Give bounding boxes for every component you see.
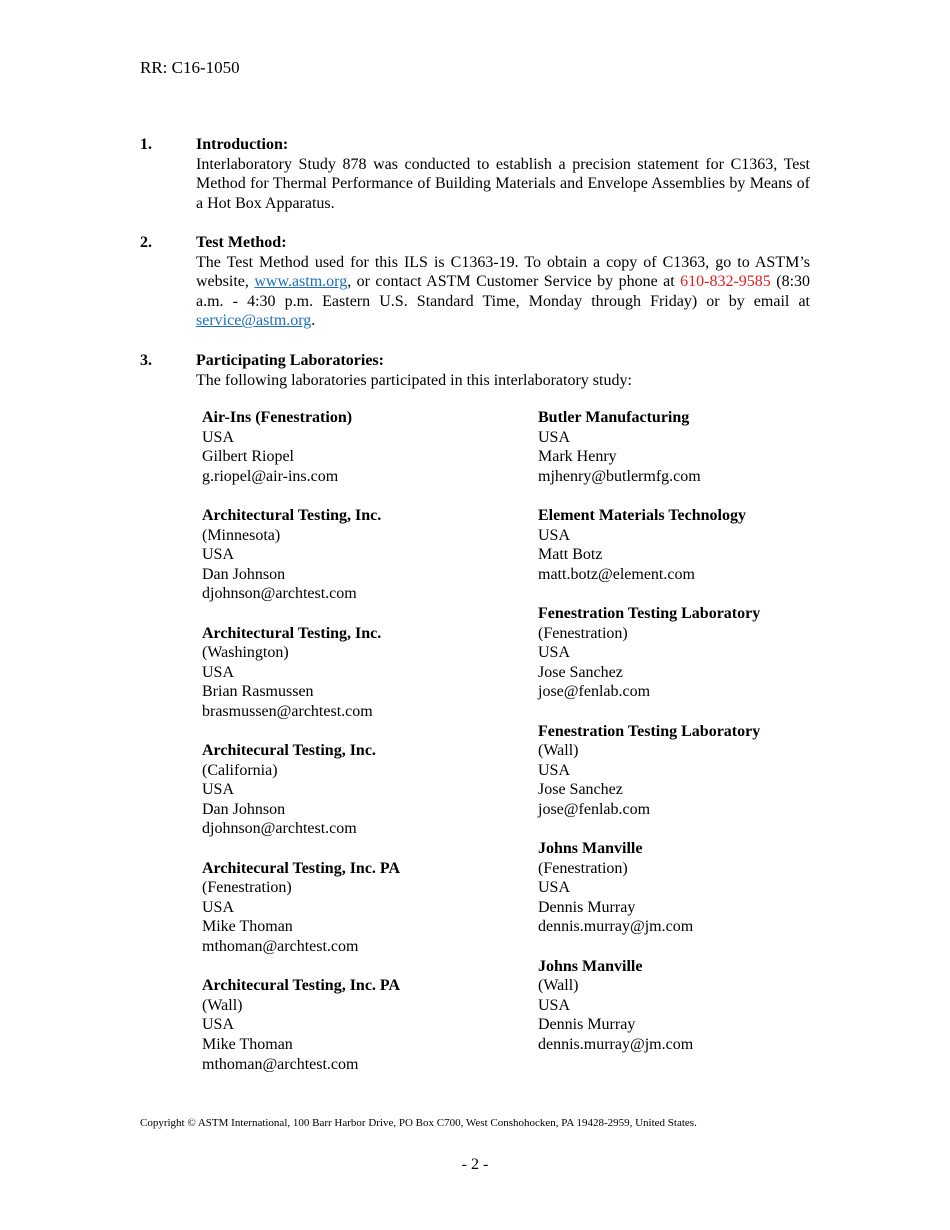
lab-name: Architectural Testing, Inc. [202, 506, 382, 524]
lab-location: (Fenestration) [538, 624, 628, 642]
astm-website-link[interactable]: www.astm.org [254, 273, 348, 291]
copyright-notice: Copyright © ASTM International, 100 Barr Harbor Drive, PO Box C700, West Conshohocken, PA 19428-2959, United States. [140, 1117, 697, 1129]
lab-location: (Minnesota) [202, 526, 281, 544]
section-text: The following laboratories participated in this interlaboratory study: [196, 371, 632, 389]
lab-location: (California) [202, 761, 278, 779]
lab-name: Architecural Testing, Inc. PA [202, 977, 401, 995]
lab-email: dennis.murray@jm.com [538, 1036, 694, 1053]
section-number: 2. [140, 234, 152, 251]
lab-email: jose@fenlab.com [538, 683, 651, 701]
report-reference: RR: C16-1050 [140, 58, 240, 77]
section-text [196, 253, 810, 331]
text-segment: The Test Method used for this ILS is C1363-19. To obtain a copy of C1363, go to ASTM’s website, [196, 253, 810, 291]
lab-entry [202, 859, 502, 957]
lab-country: USA [538, 644, 571, 662]
lab-email: djohnson@archtest.com [202, 820, 357, 838]
lab-name: Architectural Testing, Inc. [202, 624, 382, 642]
lab-country: USA [202, 781, 235, 799]
lab-name: Element Materials Technology [538, 506, 746, 524]
lab-name: Fenestration Testing Laboratory [538, 722, 761, 740]
lab-email: mthoman@archtest.com [202, 1055, 359, 1073]
lab-name: Johns Manville [538, 840, 643, 858]
lab-name: Architecural Testing, Inc. [202, 742, 376, 760]
section-heading: Participating Laboratories: [196, 352, 384, 369]
lab-email: g.riopel@air-ins.com [202, 467, 339, 485]
lab-contact: Mike Thoman [202, 918, 293, 936]
section-heading: Test Method: [196, 234, 287, 251]
lab-contact: Dan Johnson [202, 565, 286, 583]
lab-entry [538, 839, 838, 937]
lab-country: USA [202, 1016, 235, 1034]
lab-contact: Dan Johnson [202, 800, 286, 818]
lab-email: mjhenry@butlermfg.com [538, 467, 701, 485]
lab-name: Air-Ins (Fenestration) [202, 409, 353, 426]
lab-country: USA [538, 761, 571, 779]
phone-number: 610-832-9585 [680, 273, 771, 291]
lab-entry [538, 604, 838, 702]
lab-entry [202, 741, 502, 839]
lab-entry [202, 976, 502, 1074]
lab-contact: Jose Sanchez [538, 663, 623, 681]
lab-location: (Washington) [202, 644, 289, 662]
lab-entry [202, 506, 502, 604]
text-segment: . [311, 312, 316, 330]
lab-location: (Wall) [538, 742, 579, 760]
lab-country: USA [538, 526, 571, 544]
lab-name: Architecural Testing, Inc. PA [202, 859, 401, 877]
lab-contact: Mark Henry [538, 448, 617, 466]
lab-entry [538, 722, 838, 820]
lab-location: (Wall) [202, 996, 243, 1014]
lab-name: Butler Manufacturing [538, 409, 690, 426]
lab-email: dennis.murray@jm.com [538, 918, 694, 936]
section-heading: Introduction: [196, 136, 289, 153]
lab-entry [202, 408, 502, 486]
lab-contact: Jose Sanchez [538, 781, 623, 799]
lab-contact: Brian Rasmussen [202, 683, 314, 701]
lab-contact: Dennis Murray [538, 898, 636, 916]
service-email-link[interactable]: service@astm.org [196, 312, 312, 330]
lab-country: USA [538, 996, 571, 1014]
lab-country: USA [202, 663, 235, 681]
lab-name: Johns Manville [538, 957, 643, 975]
lab-contact: Mike Thoman [202, 1036, 293, 1053]
lab-country: USA [202, 428, 235, 446]
lab-location: (Fenestration) [538, 859, 628, 877]
lab-country: USA [202, 546, 235, 564]
lab-entry [538, 506, 838, 584]
lab-entry [538, 957, 838, 1055]
lab-contact: Matt Botz [538, 546, 603, 564]
page-number: - 2 - [461, 1156, 489, 1173]
lab-contact: Gilbert Riopel [202, 448, 294, 466]
lab-country: USA [538, 879, 571, 897]
lab-location: (Wall) [538, 977, 579, 995]
lab-email: matt.botz@element.com [538, 565, 695, 583]
section-text: Interlaboratory Study 878 was conducted to establish a precision statement for C1363, Test Method for Thermal Performance of Building Materials and Envelope Assemblies by Means of a Hot Box Apparatus. [196, 155, 810, 212]
lab-email: jose@fenlab.com [538, 800, 651, 818]
lab-location: (Fenestration) [202, 879, 292, 897]
lab-contact: Dennis Murray [538, 1016, 636, 1034]
lab-country: USA [538, 428, 571, 446]
lab-entry [538, 408, 838, 486]
lab-country: USA [202, 898, 235, 916]
lab-email: mthoman@archtest.com [202, 938, 359, 956]
lab-email: brasmussen@archtest.com [202, 702, 373, 720]
labs-right-column [538, 408, 838, 1074]
lab-entry [202, 624, 502, 722]
text-segment: (8:30 a.m. - 4:30 p.m. Eastern U.S. Standard Time, Monday through Friday) or by email at [196, 273, 811, 310]
text-segment: , or contact ASTM Customer Service by phone at [347, 273, 681, 291]
lab-name: Fenestration Testing Laboratory [538, 604, 761, 622]
section-number: 3. [140, 352, 152, 369]
section-number: 1. [140, 136, 152, 153]
labs-left-column [202, 408, 502, 1094]
lab-email: djohnson@archtest.com [202, 585, 357, 603]
